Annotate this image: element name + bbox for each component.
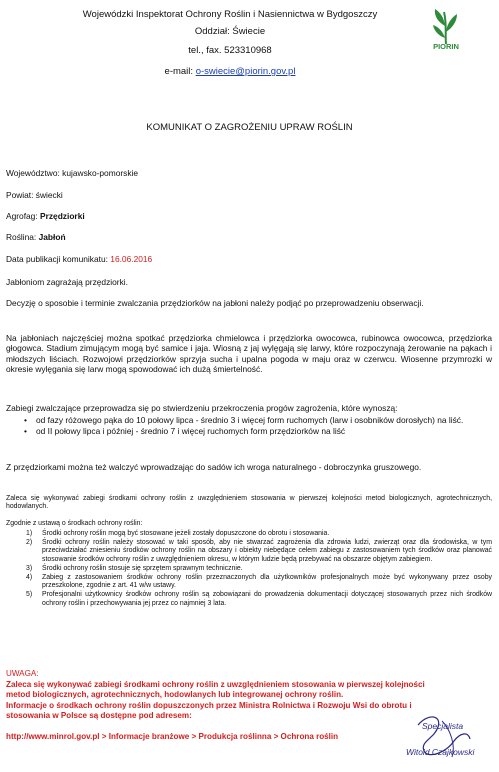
list-text: Środki ochrony roślin należy stosować w taki sposób, aby nie stwarzać zagrożenia dla zdrowia ludzi, zwierząt oraz dla środowiska, w tym przeciwdziałać zniesieniu środków ochrony roślin na obszary i obiekty niebędące celem zabiegu z zastosowaniem tych środków oraz planować stosowanie środków ochrony roślin z uwzględnieniem okresu, w którym ludzie będą przebywać na obszarze objętym zabiegiem. (42, 539, 492, 563)
list-item (6, 565, 492, 573)
field-plant (6, 232, 66, 242)
signature-scribble-icon (398, 711, 496, 767)
paragraph-intro: Jabłoniom zagrażają przędziorki. (6, 277, 128, 287)
list-item: • od II połowy lipca i później - średnio 7 i więcej ruchomych form przędziorków na liść (6, 426, 492, 436)
list-number: 1) (26, 530, 33, 537)
list-number: 5) (26, 591, 33, 599)
pest-label: Agrofag: (6, 211, 40, 221)
list-item (6, 574, 492, 590)
piorin-logo (414, 4, 478, 56)
list-text: Środki ochrony roślin stosuje się sprzętem sprawnym technicznie. (42, 564, 243, 572)
list-text: Zabieg z zastosowaniem środków ochrony roślin przeznaczonych dla użytkowników profesjonalnych może być wykonywany przez osoby przeszkolone, zgodnie z art. 41 w/w ustawy. (42, 574, 492, 590)
ministry-link[interactable]: http://www.minrol.gov.pl > Informacje branżowe > Produkcja roślinna > Ochrona roślin (6, 732, 339, 741)
pest-value: Przędziorki (40, 211, 85, 221)
paragraph-recommendation: Zaleca się wykonywać zabiegi środkami ochrony roślin z uwzględnieniem stosowania w pierwszej kolejności metod biologicznych, agrotechnicznych, hodowlanych. (6, 495, 492, 511)
date-label: Data publikacji komunikatu: (6, 254, 111, 264)
signature-role: Specjalista (422, 721, 464, 731)
signature-name: Witold Czajkowski (406, 747, 475, 757)
list-number: 2) (26, 539, 33, 547)
plant-value: Jabłoń (38, 232, 66, 242)
warning-text: Zaleca się wykonywać zabiegi środkami ochrony roślin z uwzględnieniem stosowania w pierwszej kolejności metod biologicznych, agrotechnicznych, hodowlanych lub integrowanej ochrony roślin. (6, 680, 425, 699)
list-text: Profesjonalni użytkownicy środków ochrony roślin są zobowiązani do prowadzenia dokumentacji dotyczącej stosowanych przez nich środków ochrony roślin i przechowywania jej przez co najmniej 3 lata. (42, 591, 492, 607)
field-county: Powiat: świecki (6, 190, 63, 200)
branch-name: Oddział: Świecie (194, 26, 266, 37)
email-line (70, 66, 390, 77)
list-text: Środki ochrony roślin mogą być stosowane jeżeli zostały dopuszczone do obrotu i stosowania. (42, 530, 330, 537)
list-number: 4) (26, 574, 33, 582)
field-voivodeship: Województwo: kujawsko-pomorskie (6, 168, 139, 178)
inspectorate-name: Wojewódzki Inspektorat Ochrony Roślin i Nasiennictwa w Bydgoszczy (82, 9, 378, 20)
paragraph-law: Zgodnie z ustawą o środkach ochrony roślin: (6, 520, 143, 527)
field-pest (6, 211, 85, 221)
paragraph-thresholds: Zabiegi zwalczające przeprowadza się po stwierdzeniu przekroczenia progów zagrożenia, które wynoszą: (6, 403, 398, 413)
warning-heading: UWAGA: (6, 669, 39, 678)
email-link[interactable]: o-swiecie@piorin.gov.pl (195, 66, 296, 77)
threshold-list (6, 415, 492, 438)
list-item (6, 539, 492, 564)
paragraph-decision: Decyzję o sposobie i terminie zwalczania przędziorków na jabłoni należy podjąć po przeprowadzeniu obserwacji. (6, 298, 424, 308)
list-item: • od fazy różowego pąka do 10 połowy lipca - średnio 3 i więcej form ruchomych (larw i osobników dorosłych) na liść. (6, 415, 492, 425)
paragraph-natural-enemy: Z przędziorkami można też walczyć wprowadzając do sadów ich wroga naturalnego - dobroczynka gruszowego. (6, 462, 422, 472)
warning-info: Informacje o środkach ochrony roślin dopuszczonych przez Ministra Rolnictwa i Rozwoju Wsi do obrotu i stosowania w Polsce są dostępne pod adresem: (6, 701, 412, 720)
paragraph-description: Na jabłoniach najczęściej można spotkać przędziorka chmielowca i przędziorka owocowca, rubinowca owocowca, przędziorka głogowca. Stadium zimującym mogą być samice i jaja. Wiosną z jaj wylęgają się larwy, które rozpoczynają żerowanie na pąkach i młodszych liściach. Rozwojowi przędziorków sprzyja sucha i upalna pogoda w maju oraz w czerwcu. Wiosenne przymrozki w okresie wylęgania się larw mogą spowodować ich dużą śmiertelność. (6, 333, 492, 375)
list-number: 3) (26, 564, 33, 572)
field-publication-date (6, 254, 152, 264)
date-value: 16.06.2016 (110, 254, 153, 264)
signature-stamp (398, 711, 496, 767)
document-title: KOMUNIKAT O ZAGROŻENIU UPRAW ROŚLIN (146, 122, 353, 133)
law-list (6, 530, 492, 609)
logo-wordmark: PIORIN (433, 42, 459, 51)
phone-fax: tel., fax. 523310968 (188, 45, 272, 56)
list-item (6, 591, 492, 607)
list-item (6, 530, 492, 538)
email-label: e-mail: (164, 66, 196, 77)
plant-label: Roślina: (6, 232, 39, 242)
